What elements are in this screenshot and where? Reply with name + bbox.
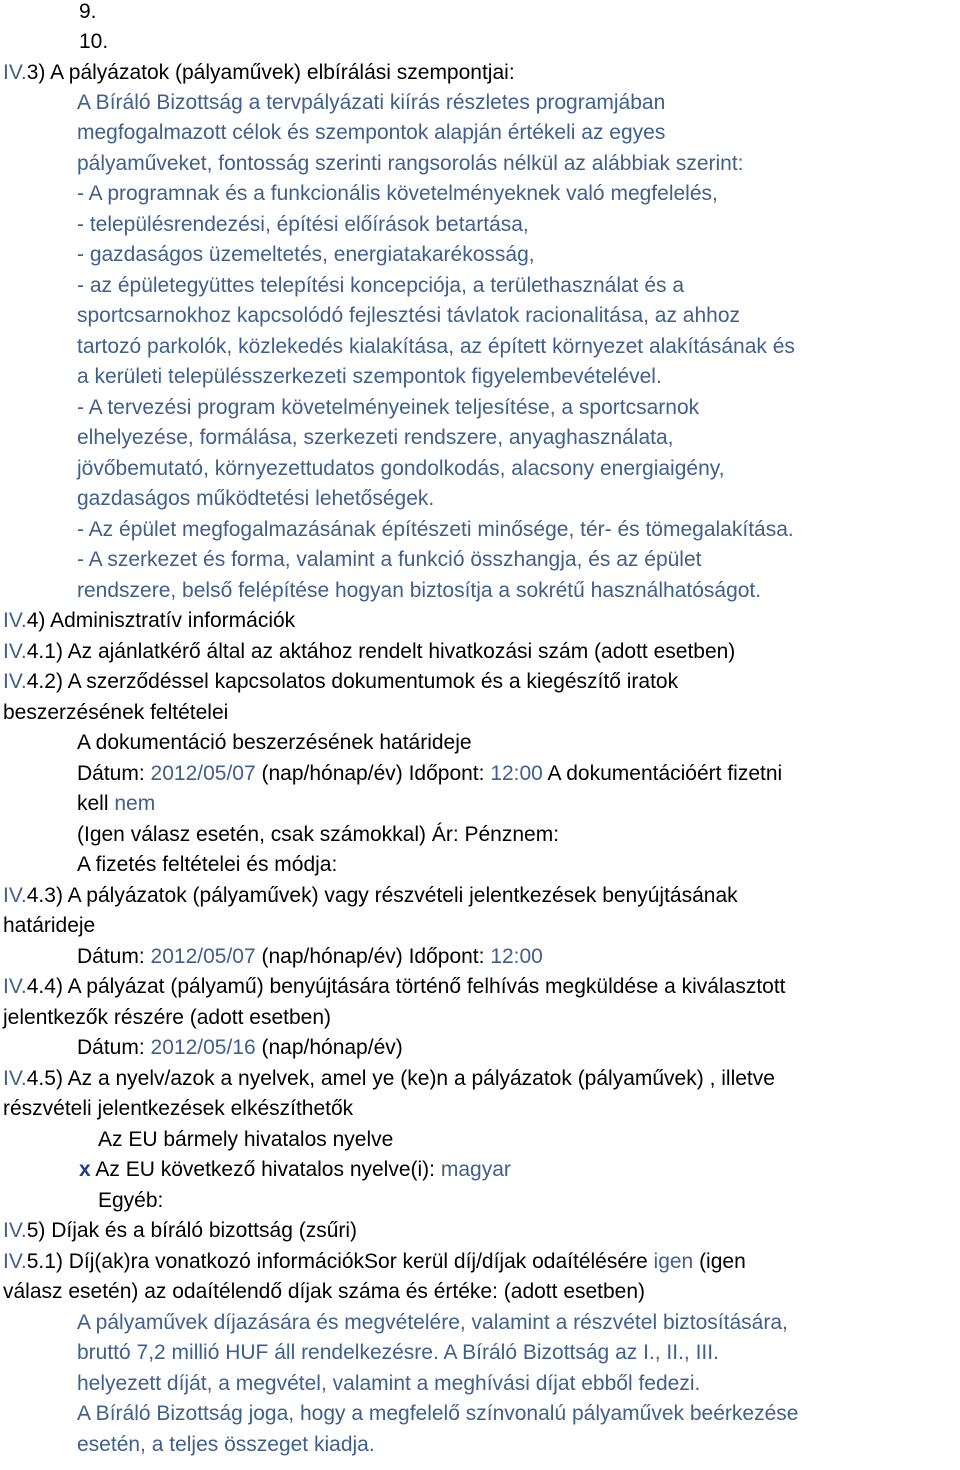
section-title-cont: jelentkezők részére (adott esetben) — [3, 1006, 332, 1029]
section-title-end: (igen — [693, 1250, 746, 1273]
criteria-line: elhelyezése, formálása, szerkezeti rendszere, anyaghasználata, — [77, 426, 674, 449]
section-title: 4.2) A szerződéssel kapcsolatos dokumentumok és a kiegészítő iratok — [26, 670, 679, 693]
criteria-line: - az épületegyüttes telepítési koncepciója, a területhasználat és a — [77, 274, 685, 297]
section-prefix: IV. — [3, 61, 27, 84]
prize-line: esetén, a teljes összeget kiadja. — [77, 1433, 375, 1456]
list-item-9: 9. — [79, 0, 97, 23]
section-title: 4.3) A pályázatok (pályaművek) vagy részvételi jelentkezések benyújtásának — [26, 884, 738, 907]
section-title-cont: határideje — [3, 914, 96, 937]
section-title: 5) Díjak és a bíráló bizottság (zsűri) — [26, 1219, 358, 1242]
criteria-line: rendszere, belső felépítése hogyan biztosítja a sokrétű használhatóságot. — [77, 579, 762, 602]
section-title: 4.5) Az a nyelv/azok a nyelvek, amel ye (ke)n a pályázatok (pályaművek) , illetve — [26, 1067, 775, 1090]
doc-deadline-datetime — [77, 759, 782, 789]
section-iv44 — [3, 972, 786, 1002]
section-heading-iv3 — [3, 58, 515, 88]
criteria-line: sportcsarnokhoz kapcsolódó fejlesztési távlatok racionalitása, az ahhoz — [77, 304, 741, 327]
time-label: Időpont: — [408, 762, 491, 785]
prize-line: A pályaművek díjazására és megvételére, valamint a részvétel biztosítására, — [77, 1311, 788, 1334]
criteria-line: jövőbemutató, környezettudatos gondolkodás, alacsony energiaigény, — [77, 457, 725, 480]
section-iv51 — [3, 1247, 746, 1277]
section-title: 3) A pályázatok (pályaművek) elbírálási szempontjai: — [26, 61, 515, 84]
section-title-cont: részvételi jelentkezések elkészíthetők — [3, 1097, 354, 1120]
section-prefix: IV. — [3, 670, 27, 693]
list-item-10: 10. — [79, 30, 109, 53]
criteria-line: a kerületi településszerkezeti szempontok figyelembevételével. — [77, 365, 662, 388]
criteria-line: megfogalmazott célok és szempontok alapján értékeli az egyes — [77, 121, 666, 144]
time-label: Időpont: — [408, 945, 491, 968]
payment-value: nem — [114, 792, 156, 815]
criteria-line: pályaműveket, fontosság szerinti rangsorolás nélkül az alábbiak szerint: — [77, 152, 744, 175]
time-value: 12:00 — [490, 945, 543, 968]
section-heading-iv5 — [3, 1216, 357, 1246]
section-prefix: IV. — [3, 975, 27, 998]
criteria-line: gazdaságos működtetési lehetőségek. — [77, 487, 435, 510]
section-iv41 — [3, 637, 735, 667]
doc-deadline-label: A dokumentáció beszerzésének határideje — [77, 731, 472, 754]
section-title: 5.1) Díj(ak)ra vonatkozó információkSor kerül díj/díjak odaítélésére — [26, 1250, 654, 1273]
language-value: magyar — [440, 1158, 511, 1181]
invitation-date — [77, 1033, 403, 1063]
date-value: 2012/05/07 — [150, 762, 256, 785]
criteria-line: - Az épület megfogalmazásának építészeti minősége, tér- és tömegalakítása. — [77, 518, 794, 541]
language-option-label: Az EU következő hivatalos nyelve(i): — [90, 1158, 441, 1181]
language-option-following — [79, 1155, 511, 1185]
price-line: (Igen válasz esetén, csak számokkal) Ár: Pénznem: — [77, 823, 560, 846]
payment-label-cont: kell — [77, 792, 115, 815]
prize-line: bruttó 7,2 millió HUF áll rendelkezésre. A Bíráló Bizottság az I., II., III. — [77, 1341, 719, 1364]
date-format: (nap/hónap/év) — [255, 945, 409, 968]
date-format: (nap/hónap/év) — [255, 762, 409, 785]
section-title: 4) Adminisztratív információk — [26, 609, 296, 632]
section-prefix: IV. — [3, 640, 27, 663]
section-title-cont: beszerzésének feltételei — [3, 701, 229, 724]
criteria-line: - A szerkezet és forma, valamint a funkció összhangja, és az épület — [77, 548, 702, 571]
submission-datetime — [77, 942, 543, 972]
date-label: Dátum: — [77, 1036, 151, 1059]
language-option-other: Egyéb: — [98, 1189, 164, 1212]
section-iv43 — [3, 881, 738, 911]
criteria-line: - A programnak és a funkcionális követelményeknek való megfelelés, — [77, 182, 718, 205]
checked-mark: x — [79, 1158, 91, 1181]
date-label: Dátum: — [77, 762, 151, 785]
section-prefix: IV. — [3, 609, 27, 632]
payment-terms: A fizetés feltételei és módja: — [77, 853, 338, 876]
criteria-line: tartozó parkolók, közlekedés kialakítása, az épített környezet alakításának és — [77, 335, 795, 358]
language-option-any: Az EU bármely hivatalos nyelve — [98, 1128, 394, 1151]
section-prefix: IV. — [3, 1067, 27, 1090]
criteria-line: - gazdaságos üzemeltetés, energiatakarékosság, — [77, 243, 535, 266]
date-label: Dátum: — [77, 945, 151, 968]
prize-answer: igen — [653, 1250, 694, 1273]
section-prefix: IV. — [3, 1250, 27, 1273]
prize-line: A Bíráló Bizottság joga, hogy a megfelelő színvonalú pályaművek beérkezése — [77, 1402, 799, 1425]
section-title: 4.4) A pályázat (pályamű) benyújtására történő felhívás megküldése a kiválasztott — [26, 975, 786, 998]
date-value: 2012/05/07 — [150, 945, 256, 968]
criteria-line: A Bíráló Bizottság a tervpályázati kiírás részletes programjában — [77, 91, 666, 114]
date-value: 2012/05/16 — [150, 1036, 256, 1059]
time-value: 12:00 — [490, 762, 543, 785]
payment-label: A dokumentációért fizetni — [542, 762, 783, 785]
section-heading-iv4 — [3, 606, 295, 636]
section-iv42 — [3, 667, 678, 697]
section-prefix: IV. — [3, 884, 27, 907]
criteria-line: - településrendezési, építési előírások betartása, — [77, 213, 529, 236]
section-iv45 — [3, 1064, 775, 1094]
section-prefix: IV. — [3, 1219, 27, 1242]
section-title: 4.1) Az ajánlatkérő által az aktához rendelt hivatkozási szám (adott esetben) — [26, 640, 736, 663]
prize-line: helyezett díját, a megvétel, valamint a meghívási díjat ebből fedezi. — [77, 1372, 701, 1395]
section-title-cont: válasz esetén) az odaítélendő díjak száma és értéke: (adott esetben) — [3, 1280, 646, 1303]
criteria-line: - A tervezési program követelményeinek teljesítése, a sportcsarnok — [77, 396, 700, 419]
date-format: (nap/hónap/év) — [255, 1036, 403, 1059]
payment-required — [77, 789, 155, 819]
